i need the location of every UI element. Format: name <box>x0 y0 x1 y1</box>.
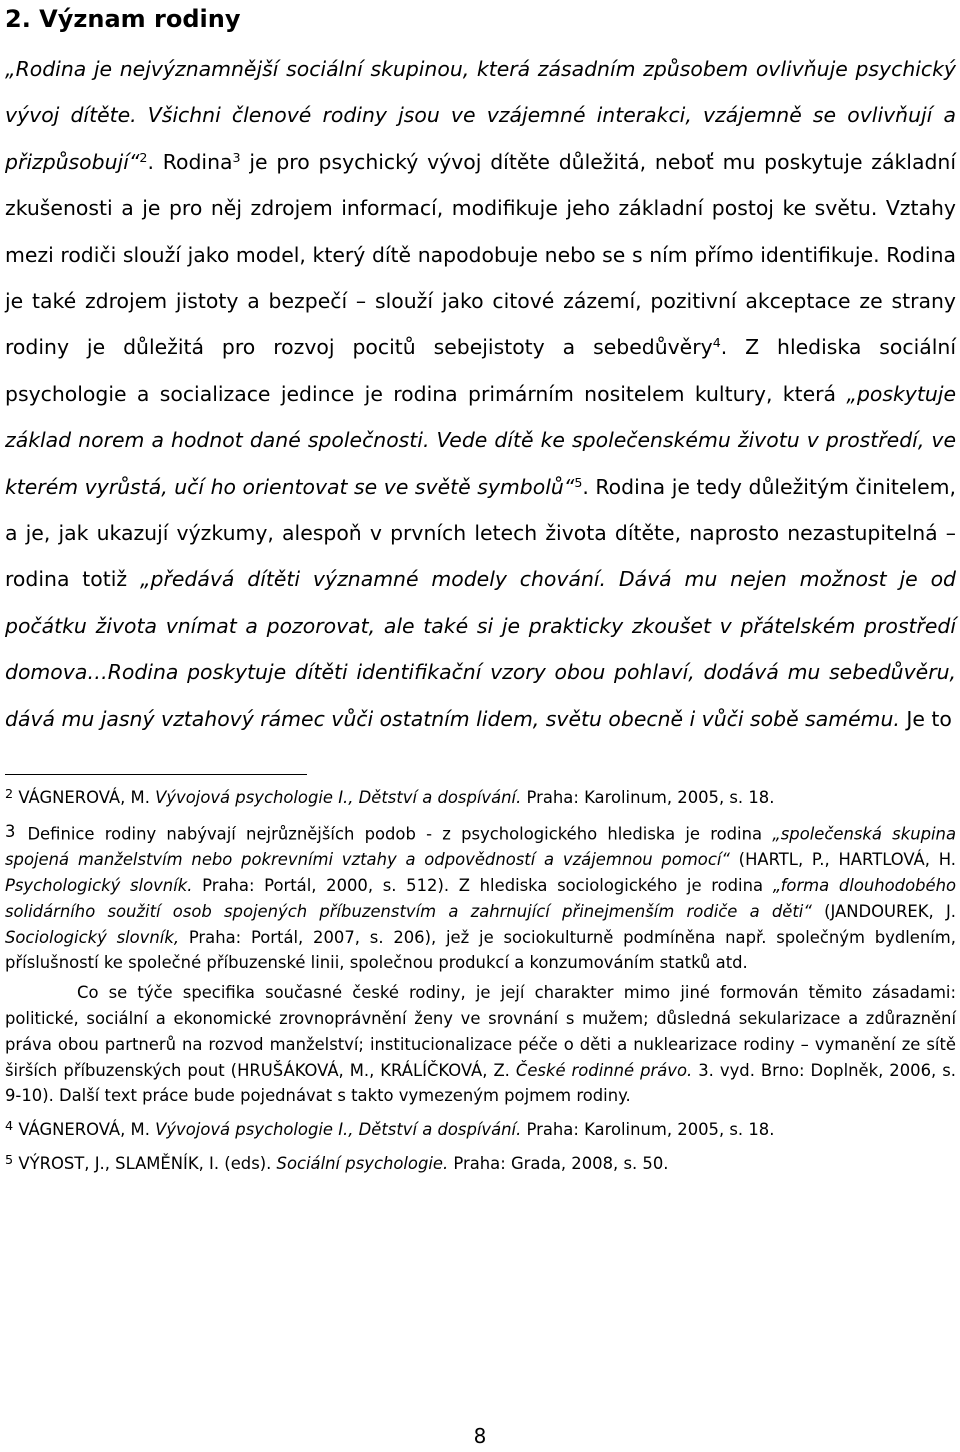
text-segment: Je to <box>899 706 952 731</box>
footnote-3 <box>5 819 956 976</box>
footnote-text: Praha: Karolinum, 2005, s. 18. <box>521 1120 775 1140</box>
footnote-quote: „forma dlouhodobého solidárního soužití osob spojených příbuzenstvím a zahrnující přinejmenším rodiče a děti“ <box>5 875 956 921</box>
footnote-separator <box>5 774 307 775</box>
footnote-text: Definice rodiny nabývají nejrůznějších podob - z psychologického hlediska je rodina <box>27 824 773 844</box>
text-segment: . Z hlediska sociální psychologie a socializace jedince je rodina primárním nositelem kultury, která <box>5 335 956 406</box>
footnote-ref[interactable]: 2 <box>139 149 148 165</box>
footnote-text: Praha: Portál, 2000, s. 512). Z hlediska sociologického je rodina <box>192 875 773 895</box>
footnote-text: VÁGNEROVÁ, M. <box>13 1120 156 1140</box>
footnote-title: Sociální psychologie. <box>276 1153 449 1173</box>
text-segment: je pro psychický vývoj dítěte důležitá, neboť mu poskytuje základní zkušenosti a je pro něj zdrojem informací, modifikuje jeho základní postoj ke světu. Vztahy mezi rodiči slouží jako model, který dítě napodobuje nebo se s ním přímo identifikuje. Rodina je také zdrojem jistoty a bezpečí – slouží jako citové zázemí, pozitivní akceptace ze strany rodiny je důležitá pro rozvoj pocitů sebejistoty a sebedůvěry <box>5 149 956 360</box>
footnote-number: 5 <box>5 1152 14 1168</box>
footnote-text: VÝROST, J., SLAMĚNÍK, I. (eds). <box>13 1153 277 1173</box>
footnote-title: Vývojová psychologie I., Dětství a dospívání. <box>155 1120 522 1140</box>
footnote-3-continued <box>5 980 956 1109</box>
footnote-ref[interactable]: 4 <box>712 335 721 351</box>
footnote-title: České rodinné právo. <box>515 1060 693 1080</box>
footnote-title: Psychologický slovník. <box>5 875 193 895</box>
text-segment: . Rodina je tedy důležitým činitelem, a je, jak ukazují výzkumy, alespoň v prvních letech života dítěte, naprosto nezastupitelná – rodina totiž <box>5 474 956 592</box>
footnote-quote: „společenská skupina spojená manželstvím nebo pokrevními vztahy a odpovědností a vzájemnou pomocí“ <box>5 824 956 870</box>
quote-segment: „předává dítěti významné modely chování. Dává mu nejen možnost je od počátku života vnímat a pozorovat, ale také si je prakticky zkoušet v přátelském prostředí domova…Rodina poskytuje dítěti identifikační vzory obou pohlaví, dodává mu sebedůvěru, dává mu jasný vztahový rámec vůči ostatním lidem, světu obecně i vůči sobě samému. <box>5 567 956 731</box>
footnote-text: Praha: Karolinum, 2005, s. 18. <box>521 788 775 808</box>
text-segment: . Rodina <box>147 149 233 174</box>
footnote-number: 4 <box>5 1119 14 1134</box>
footnote-number: 2 <box>5 786 14 802</box>
quote-segment: „Rodina je nejvýznamnější sociální skupinou, která zásadním způsobem ovlivňuje psychický vývoj dítěte. Všichni členové rodiny jsou ve vzájemné interakci, vzájemně se ovlivňují a přizpůsobují“ <box>5 57 956 174</box>
footnote-text: Praha: Grada, 2008, s. 50. <box>448 1153 669 1173</box>
document-page <box>5 0 956 1185</box>
page-number: 8 <box>473 1424 487 1448</box>
section-heading: 2. Význam rodiny <box>5 5 241 33</box>
main-paragraph <box>5 46 956 742</box>
footnote-text: Praha: Portál, 2007, s. 206), jež je sociokulturně podmíněna např. společným bydlením, příslušností ke společné příbuzenské linii, společnou produkcí a konzumováním statků atd. <box>5 927 956 973</box>
footnote-title: Sociologický slovník, <box>5 927 180 947</box>
footnote-number: 3 <box>5 821 16 841</box>
footnote-text: Co se týče specifika současné české rodiny, je její charakter mimo jiné formován těmito zásadami: politické, sociální a ekonomické zrovnoprávnění ženy ve srovnání s mužem; důsledná sekularizace a zdůraznění práva obou partnerů na rozvod manželství; institucionalizace péče o děti a nuklearizace rodiny – vymanění ze sítě širších příbuzenských pout (HRUŠÁKOVÁ, M., KRÁLÍČKOVÁ, Z. <box>5 983 956 1080</box>
footnote-text: VÁGNEROVÁ, M. <box>13 788 156 808</box>
footnote-title: Vývojová psychologie I., Dětství a dospívání. <box>155 788 522 808</box>
footnote-2 <box>5 785 956 811</box>
footnote-ref[interactable]: 5 <box>574 474 583 490</box>
footnote-text: (JANDOUREK, J. <box>811 901 956 921</box>
footnote-5 <box>5 1151 956 1177</box>
footnote-text: 3. vyd. Brno: Doplněk, 2006, s. 9-10). Další text práce bude pojednávat s takto vymezeným pojmem rodiny. <box>5 1060 956 1106</box>
footnote-ref[interactable]: 3 <box>232 149 241 165</box>
quote-segment: „poskytuje základ norem a hodnot dané společnosti. Vede dítě ke společenskému životu v prostředí, ve kterém vyrůstá, učí ho orientovat se ve světě symbolů“ <box>5 381 956 499</box>
footnote-text: (HARTL, P., HARTLOVÁ, H. <box>729 850 956 870</box>
footnote-4 <box>5 1117 956 1143</box>
